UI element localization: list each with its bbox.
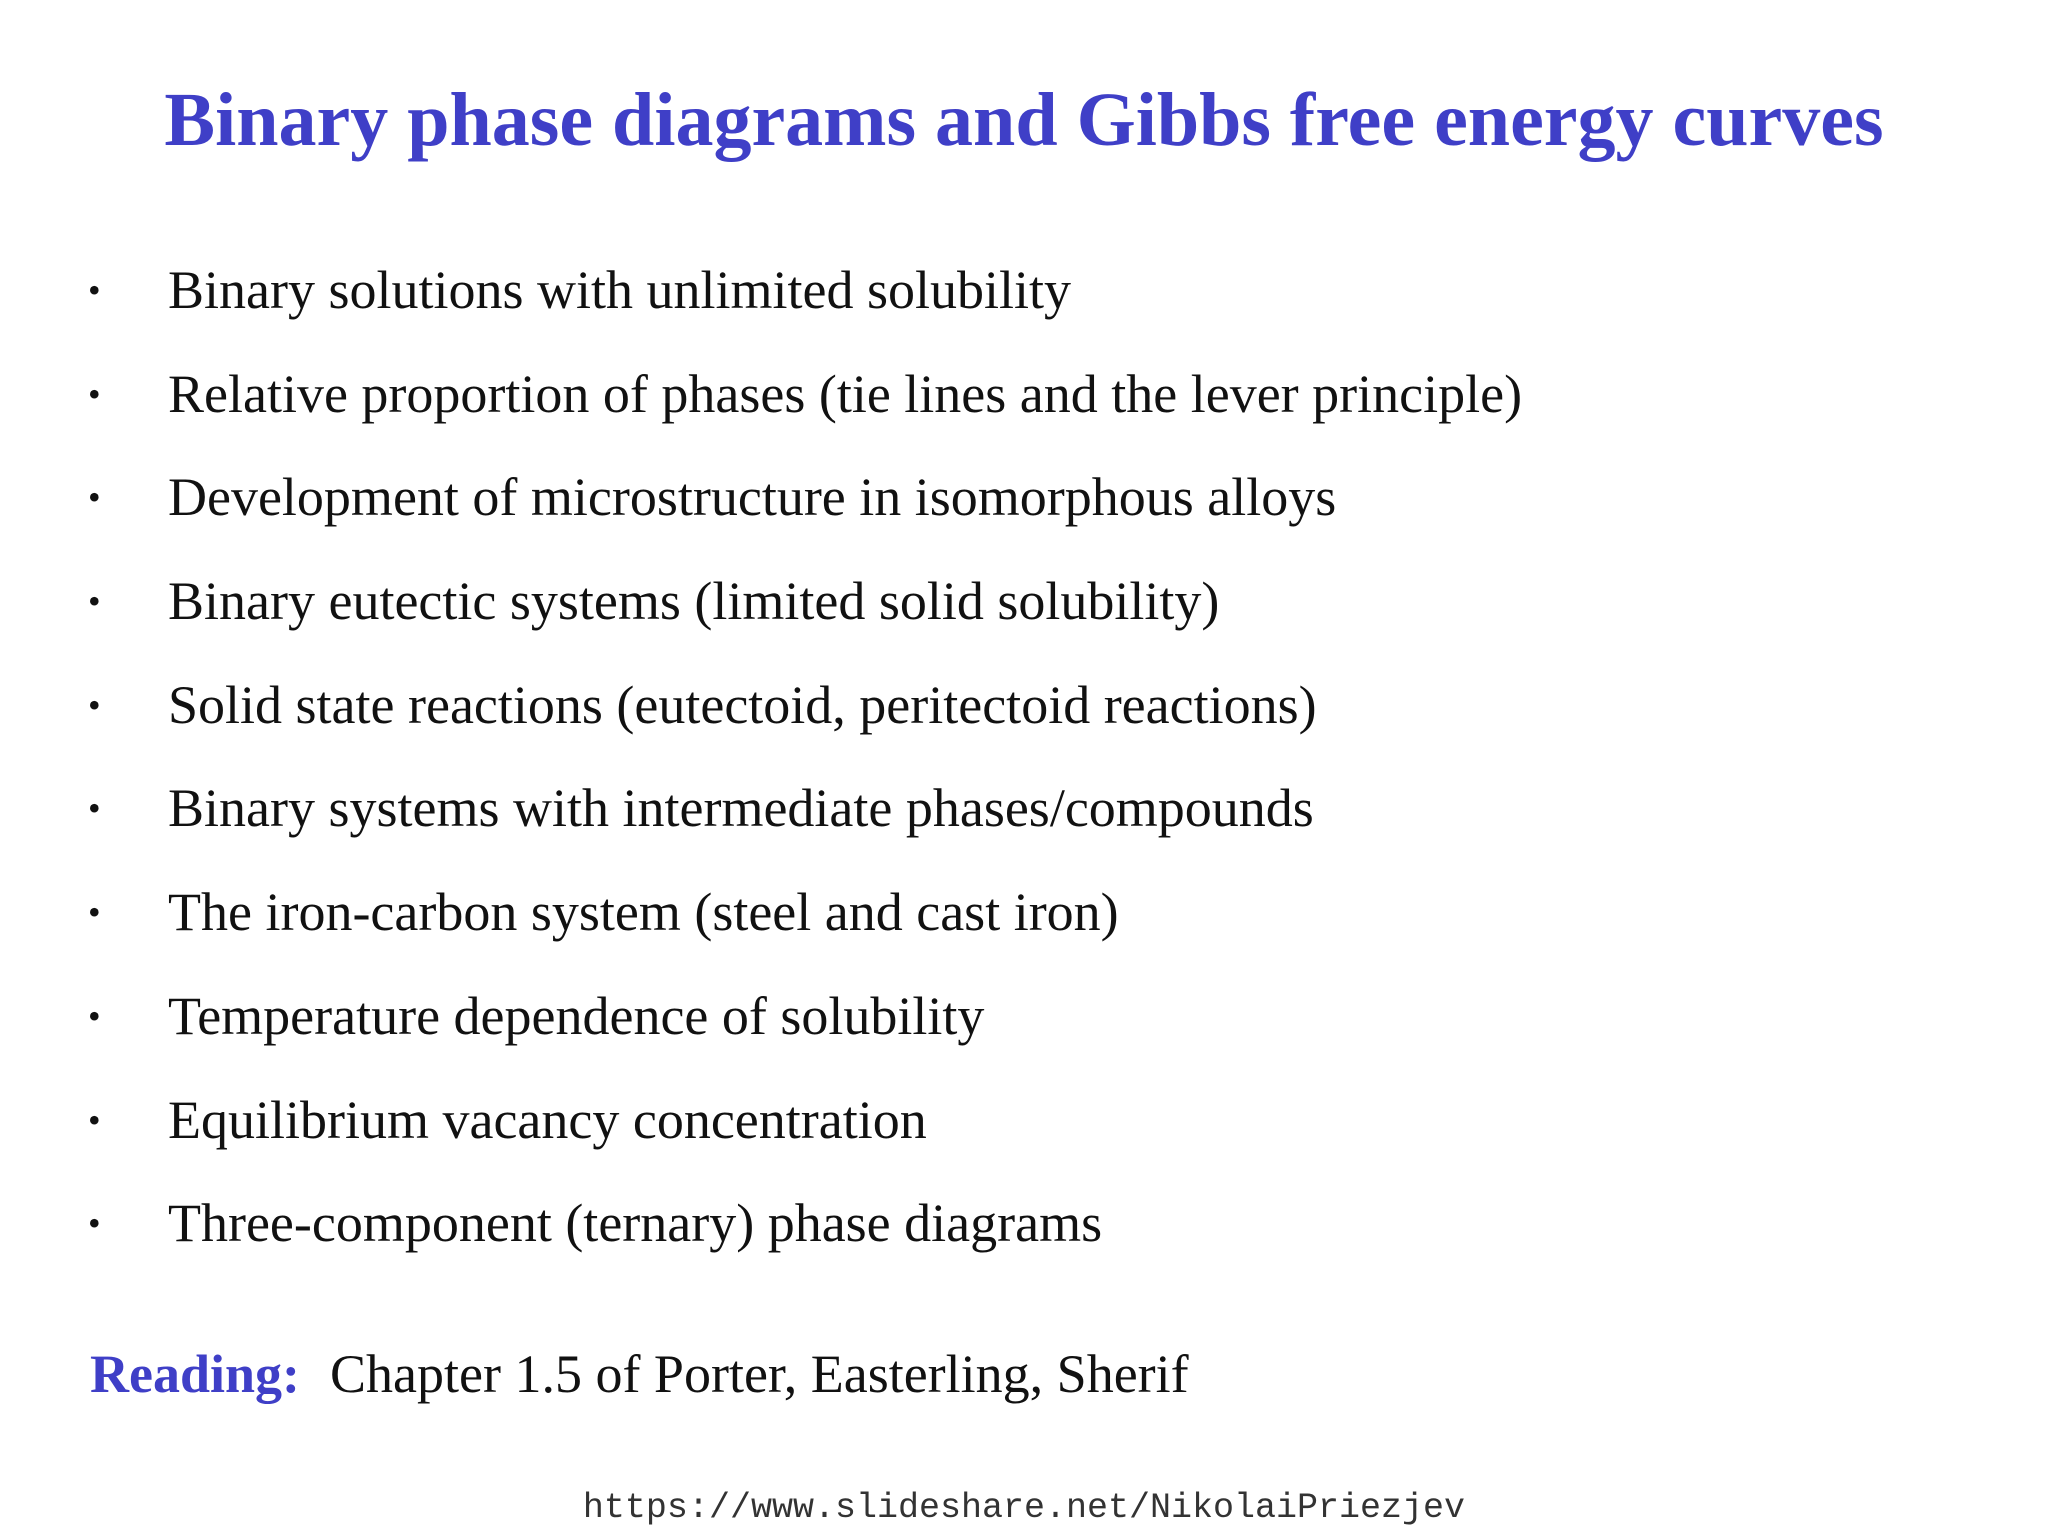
bullet-icon: • [88, 1203, 101, 1244]
bullet-icon: • [88, 995, 101, 1036]
bullet-text: Binary systems with intermediate phases/compounds [168, 778, 1314, 839]
bullet-icon: • [88, 270, 101, 310]
reading-line [90, 1334, 1189, 1414]
bullet-text: The iron-carbon system (steel and cast iron) [168, 882, 1119, 943]
bullet-icon: • [88, 684, 101, 725]
bullet-text: Binary eutectic systems (limited solid solubility) [168, 571, 1220, 632]
bullet-icon: • [88, 477, 101, 518]
bullet-text: Three-component (ternary) phase diagrams [168, 1193, 1103, 1254]
footer-url: https://www.slideshare.net/NikolaiPriezjev [582, 1488, 1466, 1528]
bullet-icon: • [88, 1099, 101, 1140]
bullet-text: Development of microstructure in isomorphous alloys [168, 467, 1337, 528]
bullet-text: Solid state reactions (eutectoid, peritectoid reactions) [168, 674, 1317, 735]
bullet-icon: • [88, 892, 101, 933]
slide-title: Binary phase diagrams and Gibbs free energy curves [164, 78, 1884, 162]
bullet-text: Binary solutions with unlimited solubility [168, 260, 1072, 320]
bullet-icon: • [88, 788, 101, 829]
bullet-text: Relative proportion of phases (tie lines and the lever principle) [168, 363, 1523, 424]
bullet-text: Equilibrium vacancy concentration [168, 1089, 927, 1150]
reading-reference: Chapter 1.5 of Porter, Easterling, Sherif [330, 1344, 1189, 1404]
bullet-icon: • [88, 581, 101, 622]
reading-label: Reading: [90, 1344, 301, 1404]
bullet-icon: • [88, 373, 101, 414]
bullet-text: Temperature dependence of solubility [168, 985, 985, 1046]
